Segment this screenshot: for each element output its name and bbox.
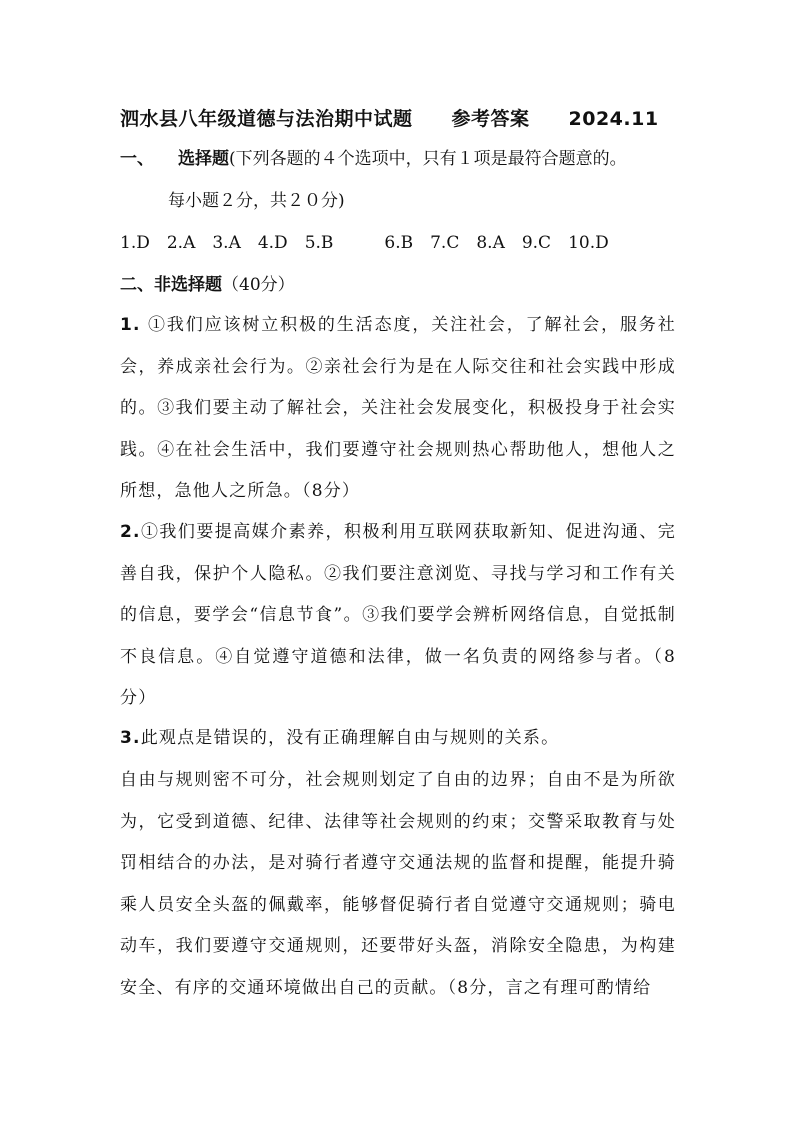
question-3-first-line: 此观点是错误的，没有正确理解自由与规则的关系。: [140, 728, 560, 748]
section1-description: (下列各题的４个选项中，只有１项是最符合题意的。: [229, 149, 627, 169]
section2-heading: 二、非选择题: [120, 275, 222, 295]
question-3-number: 3.: [120, 728, 141, 748]
question-1-text: ①我们应该树立积极的生活态度，关注社会，了解社会，服务社会，养成亲社会行为。②亲社会行为是在人际交往和社会实践中形成的。③我们要主动了解社会，关注社会发展变化，积极投身于社会实践。④在社会生活中，我们要遵守社会规则热心帮助他人，想他人之所想，急他人之所急。（8分）: [120, 315, 676, 501]
question-2-answer: [120, 512, 676, 720]
section1-heading: 选择题: [178, 149, 229, 169]
section1-description-2: 每小题２分，共２０分): [168, 191, 345, 211]
section1-heading-line: [120, 147, 627, 171]
section2-heading-line: [120, 273, 295, 297]
question-2-number: 2.: [120, 522, 141, 542]
page-title: 泗水县八年级道德与法治期中试题 参考答案 2024.11: [120, 108, 659, 130]
question-3-answer: [120, 718, 676, 760]
question-1-number: 1.: [120, 315, 141, 335]
question-3-text: 自由与规则密不可分，社会规则划定了自由的边界；自由不是为所欲为，它受到道德、纪律、法律等社会规则的约束；交警采取教育与处罚相结合的办法，是对骑行者遵守交通法规的监督和提醒，能提升骑乘人员安全头盔的佩戴率，能够督促骑行者自觉遵守交通规则；骑电动车，我们要遵守交通规则，还要带好头盔，消除安全隐患，为构建安全、有序的交通环境做出自己的贡献。（8分，言之有理可酌情给: [120, 770, 676, 998]
question-1-answer: [120, 305, 676, 513]
question-2-text: ①我们要提高媒介素养，积极利用互联网获取新知、促进沟通、完善自我，保护个人隐私。②我们要注意浏览、寻找与学习和工作有关的信息，要学会“信息节食”。③我们要学会辨析网络信息，自觉抵制不良信息。④自觉遵守道德和法律，做一名负责的网络参与者。（8分）: [120, 522, 676, 708]
choice-answers: 1.D 2.A 3.A 4.D 5.B 6.B 7.C 8.A 9.C 10.D: [120, 233, 609, 253]
section2-score: （40分）: [222, 275, 295, 295]
section1-number: 一、: [120, 149, 154, 169]
